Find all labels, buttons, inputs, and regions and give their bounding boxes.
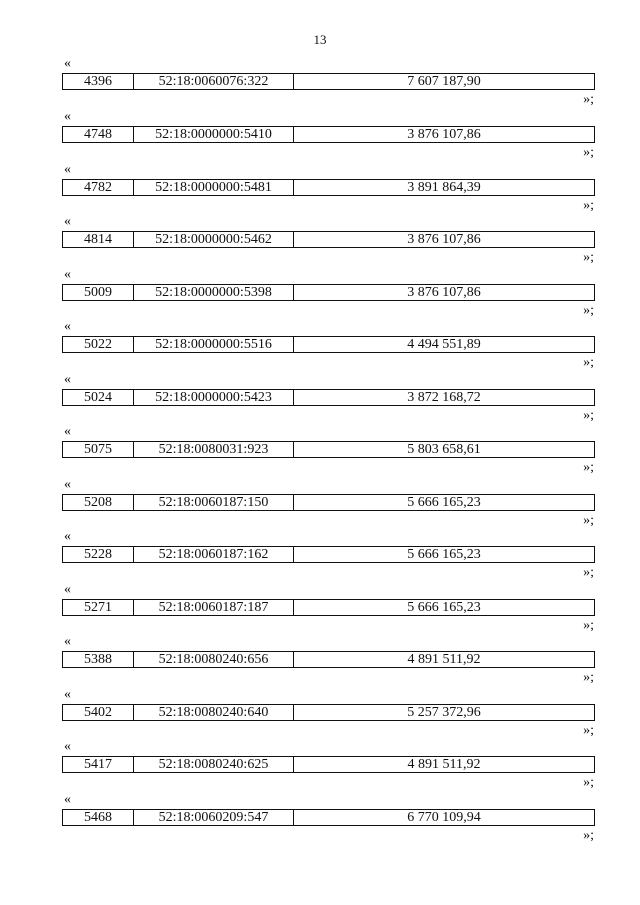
close-quote: »;	[583, 828, 594, 843]
cadastral-number: 52:18:0060187:150	[134, 495, 294, 510]
open-quote: «	[64, 424, 71, 439]
cadastral-value: 4 891 511,92	[407, 652, 481, 667]
close-quote: »;	[583, 513, 594, 528]
table-row	[0, 110, 640, 163]
cadastral-value: 5 666 165,23	[407, 495, 481, 510]
row-number: 5388	[63, 652, 134, 667]
table-row	[0, 268, 640, 321]
cadastral-value: 5 666 165,23	[407, 547, 481, 562]
cadastral-number: 52:18:0000000:5410	[134, 127, 294, 142]
cadastral-number: 52:18:0080240:640	[134, 705, 294, 720]
row-box	[62, 126, 595, 143]
cadastral-number: 52:18:0060076:322	[134, 74, 294, 89]
cadastral-number: 52:18:0060187:162	[134, 547, 294, 562]
close-quote: »;	[583, 775, 594, 790]
row-number: 4748	[63, 127, 134, 142]
row-box	[62, 179, 595, 196]
table-row	[0, 530, 640, 583]
table-row	[0, 583, 640, 636]
row-number: 5009	[63, 285, 134, 300]
open-quote: «	[64, 267, 71, 282]
cadastral-value: 3 872 168,72	[407, 390, 481, 405]
cadastral-value: 4 494 551,89	[407, 337, 481, 352]
open-quote: «	[64, 687, 71, 702]
row-box	[62, 546, 595, 563]
close-quote: »;	[583, 618, 594, 633]
cadastral-value: 6 770 109,94	[407, 810, 481, 825]
row-number: 5208	[63, 495, 134, 510]
open-quote: «	[64, 739, 71, 754]
cadastral-value: 5 666 165,23	[407, 600, 481, 615]
open-quote: «	[64, 529, 71, 544]
cadastral-number: 52:18:0080240:625	[134, 757, 294, 772]
close-quote: »;	[583, 250, 594, 265]
cadastral-number: 52:18:0000000:5481	[134, 180, 294, 195]
row-box	[62, 809, 595, 826]
close-quote: »;	[583, 565, 594, 580]
open-quote: «	[64, 109, 71, 124]
table-row	[0, 688, 640, 741]
cadastral-number: 52:18:0000000:5462	[134, 232, 294, 247]
row-box	[62, 73, 595, 90]
open-quote: «	[64, 319, 71, 334]
row-number: 5024	[63, 390, 134, 405]
cadastral-number: 52:18:0060187:187	[134, 600, 294, 615]
row-number: 5417	[63, 757, 134, 772]
cadastral-value: 4 891 511,92	[407, 757, 481, 772]
open-quote: «	[64, 214, 71, 229]
cadastral-value: 3 891 864,39	[407, 180, 481, 195]
table-row	[0, 425, 640, 478]
open-quote: «	[64, 634, 71, 649]
table-row	[0, 163, 640, 216]
close-quote: »;	[583, 355, 594, 370]
cadastral-value: 7 607 187,90	[407, 74, 481, 89]
cadastral-value: 3 876 107,86	[407, 285, 481, 300]
close-quote: »;	[583, 92, 594, 107]
row-box	[62, 651, 595, 668]
open-quote: «	[64, 56, 71, 71]
close-quote: »;	[583, 198, 594, 213]
cadastral-value: 3 876 107,86	[407, 232, 481, 247]
row-box	[62, 284, 595, 301]
row-number: 5271	[63, 600, 134, 615]
table-row	[0, 215, 640, 268]
table-row	[0, 740, 640, 793]
cadastral-number: 52:18:0080240:656	[134, 652, 294, 667]
open-quote: «	[64, 792, 71, 807]
table-row	[0, 373, 640, 426]
row-number: 5022	[63, 337, 134, 352]
table-row	[0, 478, 640, 531]
row-box	[62, 336, 595, 353]
row-box	[62, 704, 595, 721]
row-number: 5075	[63, 442, 134, 457]
open-quote: «	[64, 477, 71, 492]
row-box	[62, 756, 595, 773]
close-quote: »;	[583, 303, 594, 318]
row-number: 5402	[63, 705, 134, 720]
close-quote: »;	[583, 408, 594, 423]
cadastral-number: 52:18:0060209:547	[134, 810, 294, 825]
row-box	[62, 494, 595, 511]
row-box	[62, 389, 595, 406]
table-row	[0, 635, 640, 688]
row-box	[62, 231, 595, 248]
page-number: 13	[313, 32, 327, 47]
close-quote: »;	[583, 145, 594, 160]
close-quote: »;	[583, 460, 594, 475]
cadastral-number: 52:18:0000000:5423	[134, 390, 294, 405]
cadastral-number: 52:18:0000000:5398	[134, 285, 294, 300]
cadastral-number: 52:18:0000000:5516	[134, 337, 294, 352]
row-number: 4396	[63, 74, 134, 89]
row-number: 4782	[63, 180, 134, 195]
table-row	[0, 793, 640, 846]
row-box	[62, 599, 595, 616]
cadastral-value: 3 876 107,86	[407, 127, 481, 142]
row-number: 5468	[63, 810, 134, 825]
open-quote: «	[64, 162, 71, 177]
cadastral-value: 5 257 372,96	[407, 705, 481, 720]
open-quote: «	[64, 372, 71, 387]
row-number: 4814	[63, 232, 134, 247]
close-quote: »;	[583, 723, 594, 738]
cadastral-number: 52:18:0080031:923	[134, 442, 294, 457]
row-box	[62, 441, 595, 458]
open-quote: «	[64, 582, 71, 597]
table-row	[0, 57, 640, 110]
close-quote: »;	[583, 670, 594, 685]
row-number: 5228	[63, 547, 134, 562]
cadastral-value: 5 803 658,61	[407, 442, 481, 457]
table-row	[0, 320, 640, 373]
